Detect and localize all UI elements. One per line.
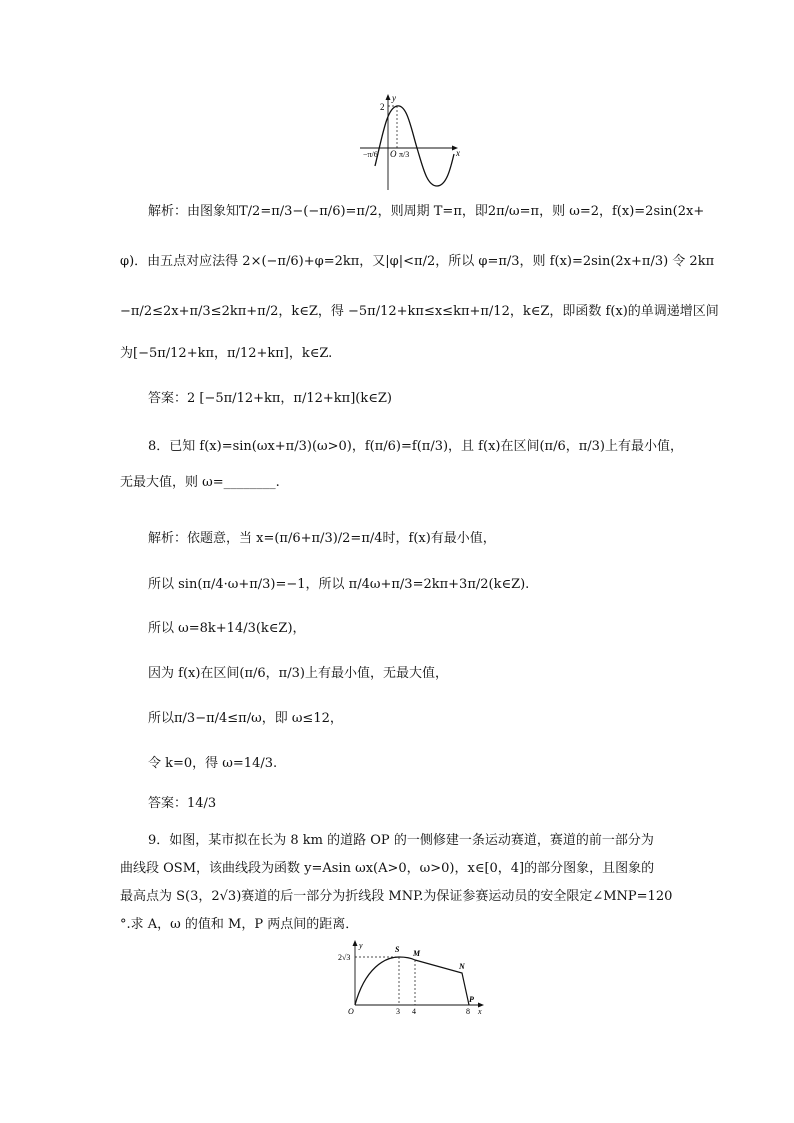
x-tick-right-label: π/3 [399, 150, 410, 159]
y-tick-label: 2√3 [338, 953, 351, 962]
y-axis-arrow-icon [386, 94, 391, 100]
x-axis-label: x [478, 1007, 482, 1016]
q8-stem-line-1: 8．已知 f(x)=sin(ωx+π/3)(ω>0)，f(π/6)=f(π/3)，且 f(x)在区间(π/6，π/3)上有最小值， [148, 439, 683, 454]
x-tick-left-label: −π/6 [363, 150, 378, 159]
origin-label: O [390, 149, 397, 159]
x-axis-label: x [456, 148, 460, 158]
point-s-label: S [395, 945, 400, 954]
x-tick-3-label: 3 [396, 1007, 400, 1016]
sine-curve [375, 106, 454, 186]
q7-solution-line-3: −π/2≤2x+π/3≤2kπ+π/2，k∈Z，得 −5π/12+kπ≤x≤kπ+π/12，k∈Z，即函数 f(x)的单调递增区间 [120, 304, 719, 319]
q9-stem-line-3: 最高点为 S(3，2√3)赛道的后一部分为折线段 MNP.为保证参赛运动员的安全限定∠MNP=120 [120, 889, 673, 904]
q8-answer: 答案：14/3 [148, 796, 217, 811]
q9-stem-line-4: °.求 A，ω 的值和 M，P 两点间的距离． [120, 917, 359, 932]
q8-stem-line-2: 无最大值，则 ω=________. [120, 475, 280, 490]
point-n-label: N [459, 962, 465, 971]
x-tick-8-label: 8 [466, 1007, 470, 1016]
q8-solution-line-2: 所以 sin(π/4·ω+π/3)=−1，所以 π/4ω+π/3=2kπ+3π/2(k∈Z). [148, 577, 530, 592]
q8-solution-line-4: 因为 f(x)在区间(π/6，π/3)上有最小值，无最大值， [148, 666, 448, 681]
q7-solution-line-2: φ)．由五点对应法得 2×(−π/6)+φ=2kπ，又|φ|<π/2，所以 φ=π/3，则 f(x)=2sin(2x+π/3) 令 2kπ [120, 254, 715, 269]
q9-stem-line-2: 曲线段 OSM，该曲线段为函数 y=Asin ωx(A>0，ω>0)，x∈[0，4]的部分图象，且图象的 [120, 861, 655, 876]
x-tick-4-label: 4 [412, 1007, 416, 1016]
sine-graph-figure [355, 88, 470, 193]
y-axis-label: y [392, 93, 396, 103]
origin-label: O [348, 1007, 354, 1016]
q7-answer: 答案：2 [−5π/12+kπ，π/12+kπ](k∈Z) [148, 391, 392, 406]
y-tick-label: 2 [380, 102, 385, 112]
track-curve-osm [355, 957, 415, 1005]
y-axis-label: y [359, 941, 363, 950]
point-m-label: M [413, 949, 421, 958]
q9-stem-line-1: 9．如图，某市拟在长为 8 km 的道路 OP 的一侧修建一条运动赛道，赛道的前一部分为 [148, 833, 654, 848]
q8-solution-line-6: 令 k=0，得 ω=14/3. [148, 756, 278, 771]
y-axis-arrow-icon [353, 940, 358, 946]
q7-solution-line-1: 解析：由图象知T/2=π/3−(−π/6)=π/2，则周期 T=π，即2π/ω=π，则 ω=2，f(x)=2sin(2x+ [148, 204, 705, 219]
q7-solution-line-4: 为[−5π/12+kπ，π/12+kπ]，k∈Z. [120, 346, 333, 361]
q8-solution-line-5: 所以π/3−π/4≤π/ω，即 ω≤12， [148, 711, 343, 726]
q8-solution-line-1: 解析：依题意，当 x=(π/6+π/3)/2=π/4时，f(x)有最小值， [148, 531, 496, 546]
q8-solution-line-3: 所以 ω=8k+14/3(k∈Z)， [148, 621, 306, 636]
race-track-figure [335, 938, 495, 1018]
point-p-label: P [469, 995, 474, 1004]
